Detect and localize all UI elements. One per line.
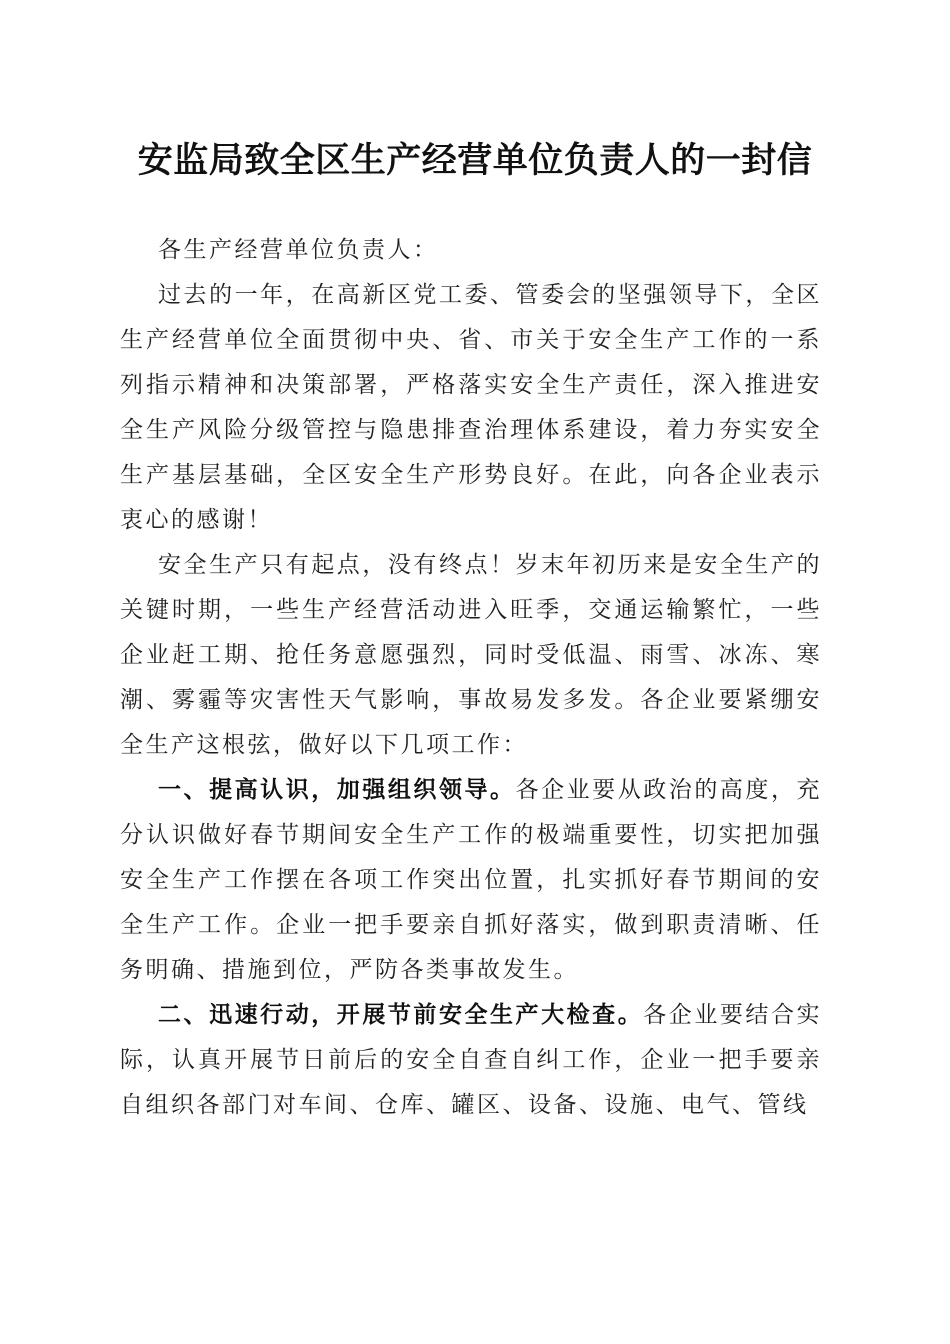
- paragraph-2: [120, 543, 822, 768]
- paragraph-1-text: 过去的一年，在高新区党工委、管委会的坚强领导下，全区生产经营单位全面贯彻中央、省、市关于安全生产工作的一系列指示精神和决策部署，严格落实安全生产责任，深入推进安全生产风险分级管控与隐患排查治理体系建设，着力夯实安全生产基层基础，全区安全生产形势良好。在此，向各企业表示衷心的感谢！: [120, 282, 822, 533]
- paragraph-3: [120, 768, 822, 993]
- paragraph-1: [120, 273, 822, 543]
- paragraph-4: [120, 993, 822, 1128]
- paragraph-4-heading: 二、迅速行动，开展节前安全生产大检查。: [158, 1002, 644, 1028]
- document-title: 安监局致全区生产经营单位负责人的一封信: [137, 140, 813, 181]
- paragraph-3-text: 各企业要从政治的高度，充分认识做好春节期间安全生产工作的极端重要性，切实把加强安全生产工作摆在各项工作突出位置，扎实抓好春节期间的安全生产工作。企业一把手要亲自抓好落实，做到职责清晰、任务明确、措施到位，严防各类事故发生。: [120, 777, 823, 983]
- document-body: [120, 228, 822, 1128]
- paragraph-2-text: 安全生产只有起点，没有终点！岁末年初历来是安全生产的关键时期，一些生产经营活动进入旺季，交通运输繁忙，一些企业赶工期、抢任务意愿强烈，同时受低温、雨雪、冰冻、寒潮、雾霾等灾害性天气影响，事故易发多发。各企业要紧绷安全生产这根弦，做好以下几项工作：: [120, 552, 822, 758]
- paragraph-4-text: 各企业要结合实际，认真开展节日前后的安全自查自纠工作，企业一把手要亲自组织各部门对车间、仓库、罐区、设备、设施、电气、管线: [120, 1002, 823, 1118]
- salutation: 各生产经营单位负责人：: [158, 237, 439, 263]
- paragraph-3-heading: 一、提高认识，加强组织领导。: [158, 777, 516, 803]
